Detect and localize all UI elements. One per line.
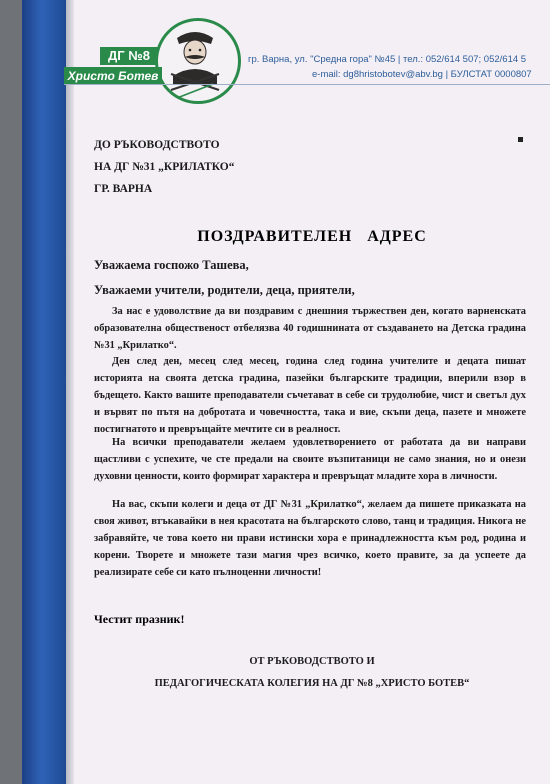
recipient-line-1: ДО РЪКОВОДСТВОТО: [94, 139, 220, 151]
paragraph-1: За нас е удоволствие да ви поздравим с днешния тържествен ден, когато варненската образователна общественост отбелязва 40 годишнината от създаването на Детска градина №31 „Крилатко“.: [94, 306, 526, 351]
signature-line-2: ПЕДАГОГИЧЕСКАТА КОЛЕГИЯ НА ДГ №8 „ХРИСТО БОТЕВ“: [154, 678, 470, 689]
logo-name-strip: Христо Ботев: [64, 67, 162, 85]
paragraph-2: Ден след ден, месец след месец, година след година учителите и децата пишат историята на своята детска градина, пазейки българските традиции, вперили взор в бъдещето. Както вашите преподаватели съчетават в себе си трудолюбие, чист и светъл дух и вървят по пътя на добротата и човечността, така и вие, скъпи деца, пазете и множете постигнатото и превръщайте мечтите си в реалност.: [94, 356, 526, 435]
paragraph-3: На всички преподаватели желаем удовлетворението от работата да ви направи щастливи с успехите, че сте предали на своите възпитаници не само знания, но и онези духовни ценности, които формират характера и превръщат младите хора в личности.: [94, 437, 526, 482]
paragraph-4: На вас, скъпи колеги и деца от ДГ №31 „Крилатко“, желаем да пишете приказката на своя живот, втъкавайки в нея красотата на българското слово, танц и традиция. Никога не забравяйте, че това което ни прави истински хора е принадлежността към род, родина и корени. Творете и множете тази магия чрез всичко, което правите, за да успеете да реализирате себе си като пълноценни личности!: [94, 499, 526, 578]
recipient-line-2: НА ДГ №31 „КРИЛАТКО“: [94, 161, 235, 173]
corner-mark: [518, 137, 523, 142]
greeting-line-1: Уважаема госпожо Ташева,: [94, 258, 249, 272]
recipient-line-3: ГР. ВАРНА: [94, 183, 153, 195]
document-title: ПОЗДРАВИТЕЛЕН АДРЕС: [197, 228, 427, 245]
binder-spine: [22, 0, 66, 784]
header-divider: [64, 84, 550, 85]
background-left-edge: [0, 0, 22, 784]
portrait-icon: [163, 24, 227, 104]
closing-line: Честит празник!: [94, 612, 185, 626]
binder-edge: [66, 0, 74, 784]
address-line: гр. Варна, ул. "Средна гора" №45 | тел.: 052/614 507; 052/614 5: [248, 54, 527, 65]
contact-block: [248, 52, 550, 82]
email-line: e-mail: dg8hristobotev@abv.bg | БУЛСТАТ 0000807: [312, 69, 532, 80]
logo-badge: ДГ №8: [100, 47, 158, 65]
greeting-line-2: Уважаеми учители, родители, деца, приятели,: [94, 283, 355, 297]
signature-line-1: ОТ РЪКОВОДСТВОТО И: [249, 656, 375, 667]
